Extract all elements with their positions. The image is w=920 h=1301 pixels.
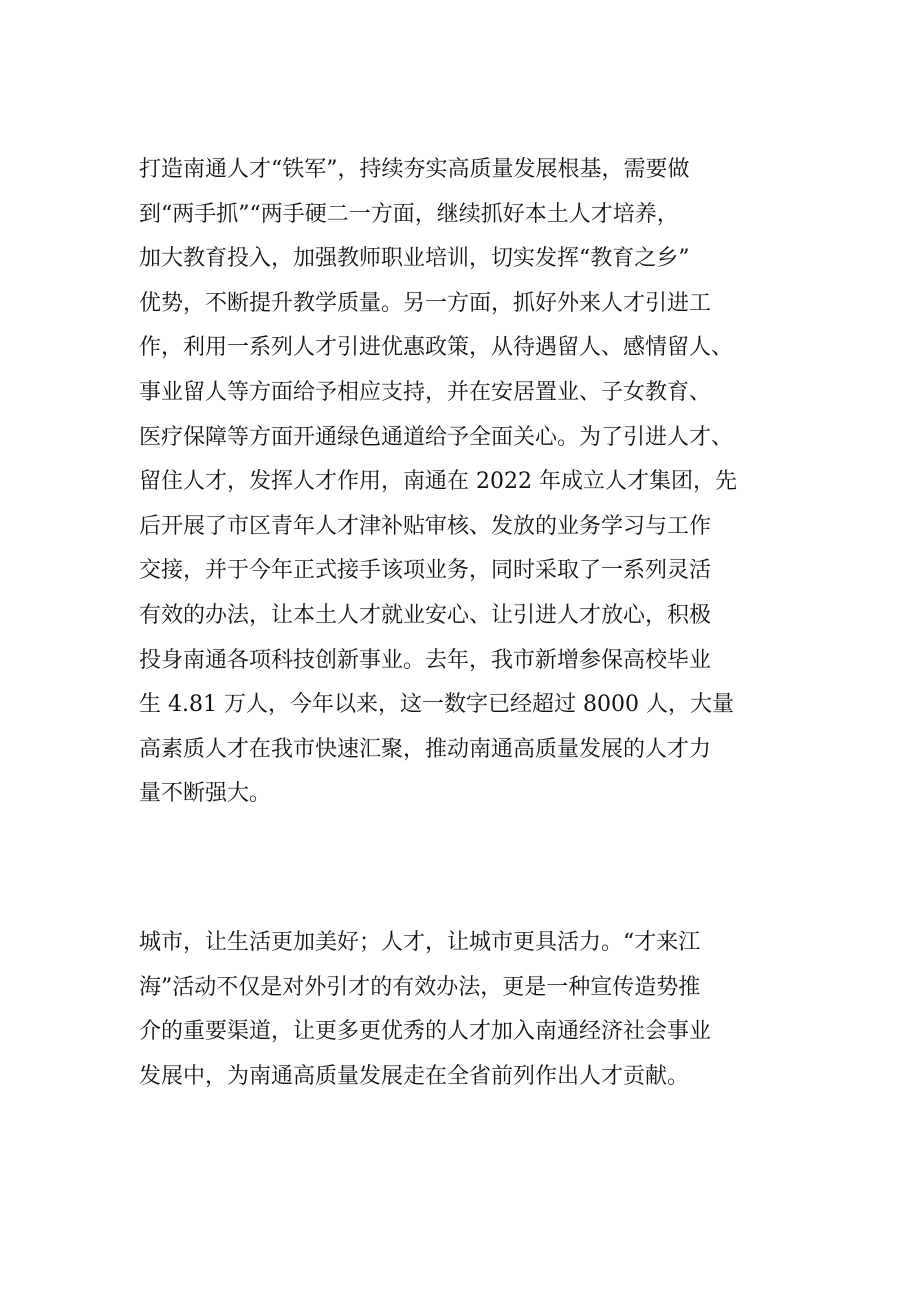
- paragraph-line: 投身南通各项科技创新事业。去年，我市新增参保高校毕业: [139, 647, 712, 673]
- paragraph-line: 后开展了市区青年人才津补贴审核、发放的业务学习与工作: [139, 513, 712, 539]
- paragraph-line: 打造南通人才“铁军”，持续夯实高质量发展根基，需要做: [139, 157, 690, 182]
- paragraph-line: 介的重要渠道，让更多更优秀的人才加入南通经济社会事业: [139, 1019, 712, 1045]
- paragraph-line: 有效的办法，让本土人才就业安心、让引进人才放心，积极: [139, 602, 712, 628]
- paragraph-line: 事业留人等方面给予相应支持，并在安居置业、子女教育、: [139, 379, 712, 405]
- paragraph-line: 加大教育投入，加强教师职业培训，切实发挥“教育之乡”: [139, 246, 690, 272]
- paragraph-line: 发展中，为南通高质量发展走在全省前列作出人才贡献。: [139, 1063, 690, 1089]
- body-paragraph: [139, 148, 799, 817]
- paragraph-line: 作，利用一系列人才引进优惠政策，从待遇留人、感情留人、: [139, 335, 734, 361]
- paragraph-line: 留住人才，发挥人才作用，南通在 2022 年成立人才集团，先: [139, 469, 737, 495]
- body-paragraph: [139, 921, 799, 1099]
- paragraph-line: 到“两手抓”“两手硬二一方面，继续抓好本土人才培养，: [139, 201, 679, 227]
- paragraph-line: 量不断强大。: [139, 781, 272, 807]
- paragraph-line: 生 4.81 万人，今年以来，这一数字已经超过 8000 人，大量: [139, 692, 734, 718]
- paragraph-line: 高素质人才在我市快速汇聚，推动南通高质量发展的人才力: [139, 736, 712, 762]
- paragraph-line: 交接，并于今年正式接手该项业务，同时采取了一系列灵活: [139, 558, 712, 584]
- paragraph-line: 海”活动不仅是对外引才的有效办法，更是一种宣传造势推: [139, 974, 701, 1000]
- paragraph-line: 医疗保障等方面开通绿色通道给予全面关心。为了引进人才、: [139, 424, 734, 450]
- paragraph-line: 城市，让生活更加美好；人才，让城市更具活力。“才来江: [139, 930, 701, 955]
- paragraph-line: 优势，不断提升教学质量。另一方面，抓好外来人才引进工: [139, 290, 712, 316]
